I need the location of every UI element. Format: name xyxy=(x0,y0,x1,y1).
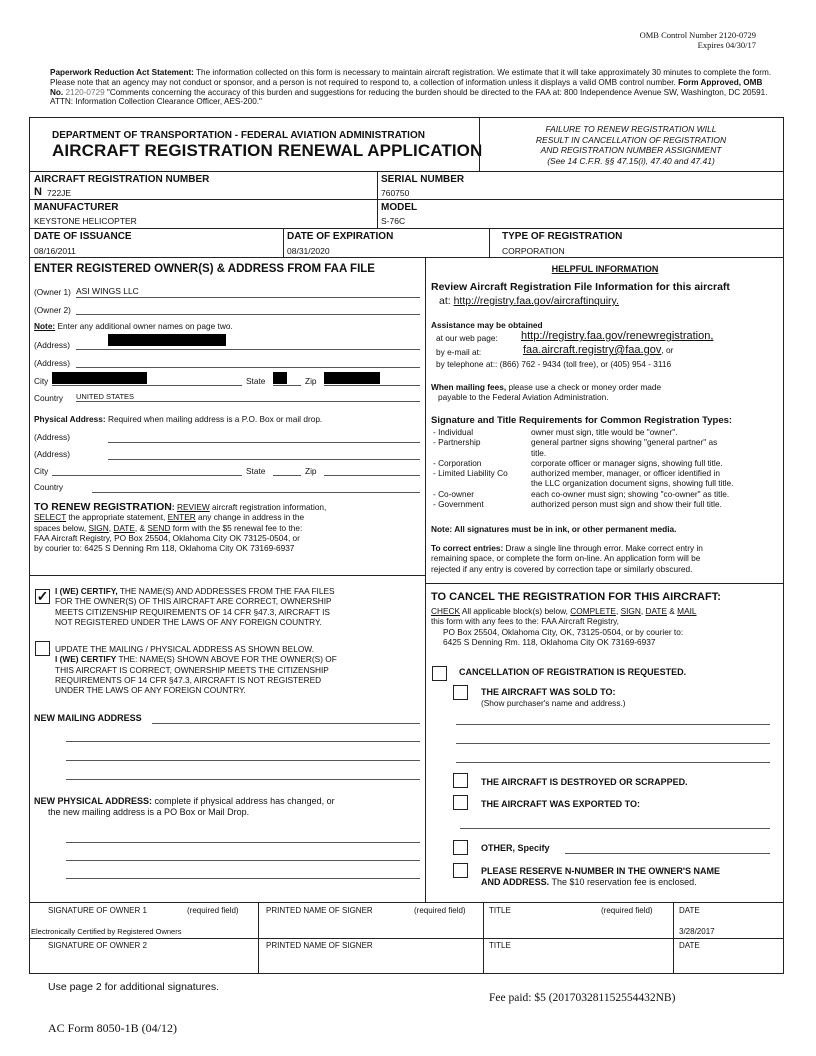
phone-line: by telephone at:: (866) 762 - 9434 (toll free), or (405) 954 - 3116 xyxy=(436,359,672,369)
signature-requirements-heading: Signature and Title Requirements for Common Registration Types: xyxy=(431,415,733,426)
physical-address-note: Physical Address: Required when mailing address is a P.O. Box or mail drop. xyxy=(34,414,323,424)
review-file-info: Review Aircraft Registration File Information for this aircraft xyxy=(431,281,730,293)
sold-checkbox[interactable] xyxy=(453,685,468,700)
fee-paid: Fee paid: $5 (201703281152554432NB) xyxy=(489,992,676,1004)
owner-heading: ENTER REGISTERED OWNER(S) & ADDRESS FROM FAA FILE xyxy=(34,263,375,275)
paperwork-statement xyxy=(50,68,772,107)
issuance-value: 08/16/2011 xyxy=(34,246,76,256)
state-label: State xyxy=(246,376,266,386)
signature-requirement-desc: each co-owner must sign; showing "co-owner" as title. xyxy=(531,488,730,499)
web-page-label: at our web page: xyxy=(436,333,498,343)
exported-label: THE AIRCRAFT WAS EXPORTED TO: xyxy=(481,799,641,809)
exported-checkbox[interactable] xyxy=(453,795,468,810)
country-label: Country xyxy=(34,393,64,403)
helpful-heading: HELPFUL INFORMATION xyxy=(551,264,659,274)
sig2-label: SIGNATURE OF OWNER 2 xyxy=(48,941,147,950)
signature-requirement-desc: the LLC organization document signs, showing full title. xyxy=(531,478,734,489)
form-title: AIRCRAFT REGISTRATION RENEWAL APPLICATION xyxy=(52,141,483,160)
signature-note: Note: All signatures must be in ink, or other permanent media. xyxy=(431,524,677,534)
signature-requirement-type: - Individual xyxy=(433,427,474,437)
date1-label: DATE xyxy=(679,906,700,915)
serial-number-label: SERIAL NUMBER xyxy=(381,174,465,185)
signature-requirement-row xyxy=(433,458,783,468)
omb-expires: Expires 04/30/17 xyxy=(697,40,756,50)
paperwork-text-1: The information collected on this form is necessary to maintain aircraft registration. We estimate that it will take approximately 30 minutes to complete the form. Please note that an agency may not conduct or sponsor, and a person is not required to respond to, a collection of information unless it displays a valid OMB control number. xyxy=(50,68,772,87)
certify-checkbox[interactable]: ✓ xyxy=(36,588,49,604)
other-label: OTHER, Specify xyxy=(481,843,550,853)
new-mailing-label: NEW MAILING ADDRESS xyxy=(34,713,142,723)
title1-label: TITLE xyxy=(489,906,511,915)
cancellation-requested-checkbox[interactable] xyxy=(432,666,447,681)
email-line: faa.aircraft.registry@faa.gov, or xyxy=(523,344,674,356)
printed1-required: (required field) xyxy=(414,906,466,915)
physical-country-label: Country xyxy=(34,482,64,492)
sig1-required: (required field) xyxy=(187,906,239,915)
title1-required: (required field) xyxy=(601,906,653,915)
manufacturer-label: MANUFACTURER xyxy=(34,202,119,213)
country-value: UNITED STATES xyxy=(76,392,135,401)
signature-requirement-desc: authorized member, manager, or officer identified in xyxy=(531,468,720,479)
date2-label: DATE xyxy=(679,941,700,950)
assistance-heading: Assistance may be obtained xyxy=(431,320,543,330)
registry-email-link[interactable]: faa.aircraft.registry@faa.gov xyxy=(523,344,662,356)
correct-entries: To correct entries: Draw a single line through error. Make correct entry in remaining space, or complete the form on-line. An application form will be rejected if any entry is covered by correction tape or similarly obscured. xyxy=(431,543,703,574)
cancel-heading: TO CANCEL THE REGISTRATION FOR THIS AIRCRAFT: xyxy=(431,591,721,603)
model-label: MODEL xyxy=(381,202,418,213)
physical-address-label-2: (Address) xyxy=(34,449,70,459)
signature-requirement-desc: owner must sign, title would be "owner". xyxy=(531,427,678,437)
expiration-label: DATE OF EXPIRATION xyxy=(287,231,394,242)
omb-control-number: OMB Control Number 2120-0729 xyxy=(639,30,756,40)
owner1-value: ASI WINGS LLC xyxy=(76,286,139,296)
signature-requirement-row xyxy=(433,448,783,458)
other-checkbox[interactable] xyxy=(453,840,468,855)
address-label: (Address) xyxy=(34,340,70,350)
physical-address-label: (Address) xyxy=(34,432,70,442)
signature-requirement-row xyxy=(433,499,783,509)
cancellation-requested-label: CANCELLATION OF REGISTRATION IS REQUESTED. xyxy=(459,667,687,677)
sold-label: THE AIRCRAFT WAS SOLD TO: xyxy=(481,687,616,697)
renewal-warning: FAILURE TO RENEW REGISTRATION WILL RESULT IN CANCELLATION OF REGISTRATION AND REGISTRATION NUMBER ASSIGNMENT (See 14 C.F.R. §§ 47.15(i), 47.40 and 47.41) xyxy=(535,124,727,166)
serial-number-value: 760750 xyxy=(381,188,410,198)
expiration-value: 08/31/2020 xyxy=(287,246,330,256)
additional-signatures-note: Use page 2 for additional signatures. xyxy=(48,981,220,993)
paperwork-text-2: "Comments concerning the accuracy of this burden and suggestions for reducing the burden should be directed to the FAA at: 800 Independence Avenue SW, Washington, DC 20591. ATTN: Information Collection Clearance Officer, AES-200." xyxy=(50,87,768,107)
paperwork-approved: Form Approved, OMB No. xyxy=(50,77,763,97)
signature-requirement-desc: authorized person must sign and show their full title. xyxy=(531,499,722,510)
signature-requirement-row xyxy=(433,468,783,478)
renew-registration-link[interactable]: http://registry.faa.gov/renewregistration, xyxy=(521,330,714,342)
physical-state-label: State xyxy=(246,466,266,476)
certify-statement: I (WE) CERTIFY, THE NAME(S) AND ADDRESSES FROM THE FAA FILES FOR THE OWNER(S) OF THIS AIRCRAFT ARE CORRECT, OWNERSHIP MEETS CITIZENSHIP REQUIREMENTS OF 14 CFR §47.3, AIRCRAFT IS NOT REGISTERED UNDER THE LAWS OF ANY FOREIGN COUNTRY. xyxy=(55,586,335,627)
review-file-link-line: at: http://registry.faa.gov/aircraftinquiry. xyxy=(439,295,619,307)
owner1-label: (Owner 1) xyxy=(34,287,71,297)
redacted-address xyxy=(108,334,226,346)
date1-value: 3/28/2017 xyxy=(679,927,715,936)
department-name: DEPARTMENT OF TRANSPORTATION - FEDERAL AVIATION ADMINISTRATION xyxy=(52,130,425,141)
update-address-checkbox[interactable] xyxy=(35,641,50,656)
manufacturer-value: KEYSTONE HELICOPTER xyxy=(34,216,137,226)
signature-requirement-type xyxy=(433,448,531,458)
paperwork-omb-number: 2120-0729 xyxy=(63,87,105,97)
address-label-2: (Address) xyxy=(34,358,70,368)
title2-label: TITLE xyxy=(489,941,511,950)
signature-requirement-type: - Co-owner xyxy=(433,488,475,499)
cancel-instructions: CHECK All applicable block(s) below, COMPLETE, SIGN, DATE & MAIL this form with any fees to the: FAA Aircraft Registry, PO Box 25504, Oklahoma City, OK, 73125-0504, or by courier to: 6425 S Denning Rm. 118, Oklahoma City OK 73169-6937 xyxy=(431,606,697,647)
signature-requirement-desc: general partner signs showing "general partner" as xyxy=(531,437,718,448)
redacted-zip xyxy=(324,372,380,384)
reg-number-value: 722JE xyxy=(47,188,72,198)
reserve-label: PLEASE RESERVE N-NUMBER IN THE OWNER'S NAME AND ADDRESS. The $10 reservation fee is enclosed. xyxy=(481,866,720,887)
destroyed-label: THE AIRCRAFT IS DESTROYED OR SCRAPPED. xyxy=(481,777,688,787)
physical-zip-label: Zip xyxy=(305,466,317,476)
reg-number-label: AIRCRAFT REGISTRATION NUMBER xyxy=(34,174,210,185)
update-address-statement: UPDATE THE MAILING / PHYSICAL ADDRESS AS SHOWN BELOW. I (WE) CERTIFY THE: NAME(S) SHOWN ABOVE FOR THE OWNER(S) OF THIS AIRCRAFT IS CORRECT, OWNERSHIP MEETS THE CITIZENSHIP REQUIREMENTS OF 14 CFR §47.3, AIRCRAFT IS NOT REGISTERED UNDER THE LAWS OF ANY FOREIGN COUNTRY. xyxy=(55,644,337,696)
redacted-state xyxy=(273,372,287,384)
issuance-label: DATE OF ISSUANCE xyxy=(34,231,132,242)
owner-note: Note: Enter any additional owner names on page two. xyxy=(34,321,233,331)
signature-requirement-type xyxy=(433,478,531,488)
paperwork-title: Paperwork Reduction Act Statement: xyxy=(50,68,194,77)
registration-type-value: CORPORATION xyxy=(502,246,565,256)
destroyed-checkbox[interactable] xyxy=(453,773,468,788)
signature-requirement-row xyxy=(433,427,783,437)
signature-requirements-table xyxy=(433,427,783,509)
signature-requirement-type: - Partnership xyxy=(433,437,481,448)
new-physical-label: NEW PHYSICAL ADDRESS: complete if physical address has changed, or the new mailing address is a PO Box or Mail Drop. xyxy=(34,796,335,817)
renew-instructions: TO RENEW REGISTRATION: REVIEW aircraft registration information, SELECT the appropriate statement, ENTER any change in address in the spaces below, SIGN, DATE, & SEND form with the $5 renewal fee to the: FAA Aircraft Registry, PO Box 25504, Oklahoma City OK 73125-0504, or by courier to: 6425 S Denning Rm 118, Oklahoma City OK 73169-6937 xyxy=(34,501,327,554)
sig1-value: Electronically Certified by Registered Owners xyxy=(31,927,182,936)
redacted-city xyxy=(52,372,147,384)
signature-requirement-type: - Limited Liability Co xyxy=(433,468,508,479)
model-value: S-76C xyxy=(381,216,406,226)
city-label: City xyxy=(34,376,49,386)
mailing-fees-note: When mailing fees, please use a check or money order made payable to the Federal Aviation Administration. xyxy=(431,382,662,403)
reserve-checkbox[interactable] xyxy=(453,863,468,878)
signature-requirement-row xyxy=(433,489,783,499)
printed2-label: PRINTED NAME OF SIGNER xyxy=(266,941,373,950)
signature-requirement-desc: title. xyxy=(531,447,547,458)
aircraft-inquiry-link[interactable]: http://registry.faa.gov/aircraftinquiry. xyxy=(453,295,619,307)
registration-type-label: TYPE OF REGISTRATION xyxy=(502,231,623,242)
signature-requirement-type: - Corporation xyxy=(433,457,482,468)
signature-requirement-row xyxy=(433,478,783,488)
omb-block xyxy=(640,30,756,50)
signature-requirement-row xyxy=(433,437,783,447)
sig1-label: SIGNATURE OF OWNER 1 xyxy=(48,906,147,915)
sold-sublabel: (Show purchaser's name and address.) xyxy=(481,698,626,708)
email-label: by e-mail at: xyxy=(436,347,482,357)
signature-requirement-desc: corporate officer or manager signs, showing full title. xyxy=(531,457,723,468)
form-number: AC Form 8050-1B (04/12) xyxy=(48,1021,177,1035)
n-prefix: N xyxy=(34,186,42,198)
signature-requirement-type: - Government xyxy=(433,499,484,510)
owner2-label: (Owner 2) xyxy=(34,305,71,315)
zip-label: Zip xyxy=(305,376,317,386)
printed1-label: PRINTED NAME OF SIGNER xyxy=(266,906,373,915)
physical-city-label: City xyxy=(34,466,49,476)
